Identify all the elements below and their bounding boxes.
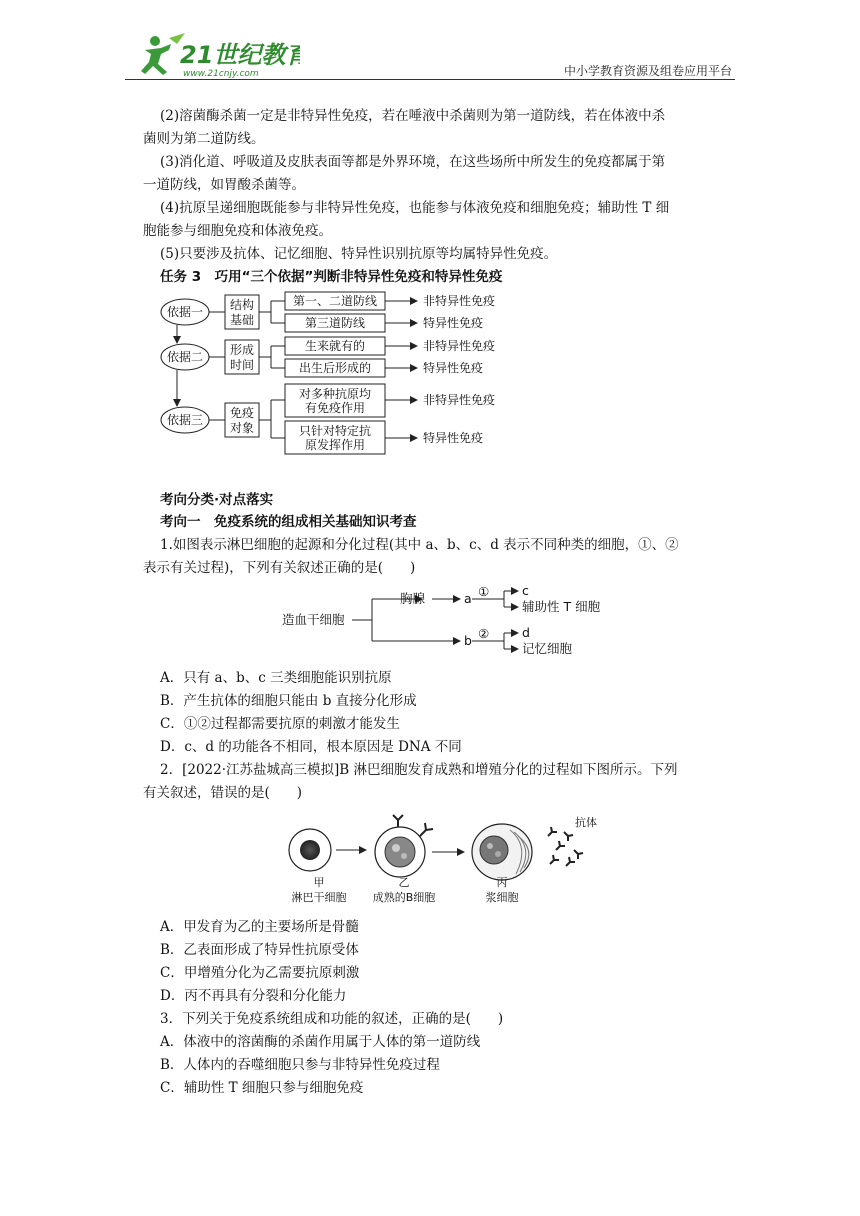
note-3-line-2: 一道防线，如胃酸杀菌等。 <box>143 177 305 193</box>
cell-a-label: a <box>464 591 472 606</box>
basis2-label: 依据二 <box>166 350 204 364</box>
note-5-line-1: (5)只要涉及抗体、记忆细胞、特异性识别抗原等均属特异性免疫。 <box>160 246 558 262</box>
result-nonspecific-3: 非特异性免疫 <box>423 393 496 407</box>
memory-cell-label: 记忆细胞 <box>522 641 573 656</box>
cell-d-label: d <box>522 625 530 640</box>
q2-option-b: B．乙表面形成了特异性抗原受体 <box>160 942 359 958</box>
source-cell-label: 造血干细胞 <box>282 612 345 627</box>
platform-name: 中小学教育资源及组卷应用平台 <box>563 64 732 78</box>
three-basis-diagram <box>155 288 515 460</box>
helper-t-label: 辅助性 T 细胞 <box>522 599 601 614</box>
c3b-l2: 原发挥作用 <box>304 438 366 452</box>
site-logo <box>125 30 300 82</box>
process-1-label: ① <box>478 584 490 599</box>
crit2-l1: 形成 <box>229 343 255 357</box>
result-specific-1: 特异性免疫 <box>423 316 484 330</box>
c3b-l1: 只针对特定抗 <box>298 424 372 438</box>
runner-icon <box>141 33 185 75</box>
q3-option-a: A．体液中的溶菌酶的杀菌作用属于人体的第一道防线 <box>160 1034 481 1050</box>
crit2-l2: 时间 <box>229 358 255 372</box>
basis3-label: 依据三 <box>166 413 204 427</box>
q2-option-c: C．甲增殖分化为乙需要抗原刺激 <box>160 965 360 981</box>
stem-cell-drawing <box>289 829 331 871</box>
q1-option-b: B．产生抗体的细胞只能由 b 直接分化形成 <box>160 693 417 709</box>
q2-option-d: D．丙不再具有分裂和分化能力 <box>160 988 347 1004</box>
c1b-label: 第三道防线 <box>304 316 366 330</box>
logo-url: www.21cnjy.com <box>183 69 259 79</box>
q2-stem-line-1: 2．[2022·江苏盐城高三模拟]B 淋巴细胞发育成熟和增殖分化的过程如下图所示。下列 <box>160 762 678 778</box>
crit3-l1: 免疫 <box>229 406 255 420</box>
antibody-icons <box>548 827 583 866</box>
b-cell-development-figure <box>280 806 610 906</box>
crit1-l1: 结构 <box>229 298 255 312</box>
q3-stem: 3．下列关于免疫系统组成和功能的叙述，正确的是( ) <box>160 1011 504 1027</box>
q1-stem-line-1: 1.如图表示淋巴细胞的起源和分化过程(其中 a、b、c、d 表示不同种类的细胞，①、② <box>160 537 679 553</box>
q1-stem-line-2: 表示有关过程)，下列有关叙述正确的是( ) <box>143 560 416 576</box>
yi-label: 乙 <box>398 876 410 889</box>
mature-b-cell-drawing <box>375 815 433 877</box>
q3-option-b: B．人体内的吞噬细胞只参与非特异性免疫过程 <box>160 1057 440 1073</box>
lymphocyte-differentiation-figure <box>280 582 620 662</box>
result-nonspecific-1: 非特异性免疫 <box>423 294 496 308</box>
bing-label: 丙 <box>496 876 508 889</box>
result-nonspecific-2: 非特异性免疫 <box>423 339 496 353</box>
c2b-label: 出生后形成的 <box>298 361 372 375</box>
section-title: 考向分类·对点落实 <box>160 492 274 508</box>
q2-option-a: A．甲发育为乙的主要场所是骨髓 <box>160 919 359 935</box>
bing-name: 浆细胞 <box>485 891 519 904</box>
c1a-label: 第一、二道防线 <box>292 294 378 308</box>
note-2-line-2: 菌则为第二道防线。 <box>143 131 265 147</box>
task3-title: 任务 3 巧用“三个依据”判断非特异性免疫和特异性免疫 <box>160 269 503 285</box>
crit1-l2: 基础 <box>229 313 255 327</box>
logo-text: 21世纪教育 <box>180 41 300 69</box>
jia-name: 淋巴干细胞 <box>291 891 347 904</box>
header-divider <box>125 79 735 80</box>
process-2-label: ② <box>478 626 490 641</box>
note-3-line-1: (3)消化道、呼吸道及皮肤表面等都是外界环境，在这些场所中所发生的免疫都属于第 <box>160 154 666 170</box>
jia-label: 甲 <box>313 876 325 889</box>
q2-stem-line-2: 有关叙述，错误的是( ) <box>143 785 303 801</box>
note-4-line-2: 胞能参与细胞免疫和体液免疫。 <box>143 223 332 239</box>
q3-option-c: C．辅助性 T 细胞只参与细胞免疫 <box>160 1080 364 1096</box>
c3a-l2: 有免疫作用 <box>304 401 366 415</box>
thymus-label: 胸腺 <box>400 591 426 606</box>
plasma-cell-drawing <box>472 824 532 880</box>
c3a-l1: 对多种抗原均 <box>298 387 372 401</box>
cell-c-label: c <box>522 583 529 598</box>
yi-name: 成熟的B细胞 <box>372 891 436 904</box>
basis1-label: 依据一 <box>166 305 204 319</box>
q1-option-c: C．①②过程都需要抗原的刺激才能发生 <box>160 716 400 732</box>
c2a-label: 生来就有的 <box>304 339 366 353</box>
direction-1-title: 考向一 免疫系统的组成相关基础知识考查 <box>160 514 417 530</box>
q1-option-a: A．只有 a、b、c 三类细胞能识别抗原 <box>160 670 392 686</box>
q1-option-d: D．c、d 的功能各不相同，根本原因是 DNA 不同 <box>160 739 462 755</box>
note-4-line-1: (4)抗原呈递细胞既能参与非特异性免疫，也能参与体液免疫和细胞免疫；辅助性 T 细 <box>160 200 670 216</box>
antibody-label: 抗体 <box>575 816 597 829</box>
note-2-line-1: (2)溶菌酶杀菌一定是非特异性免疫，若在唾液中杀菌则为第一道防线，若在体液中杀 <box>160 108 666 124</box>
cell-b-label: b <box>464 633 472 648</box>
crit3-l2: 对象 <box>229 421 255 435</box>
result-specific-3: 特异性免疫 <box>423 431 484 445</box>
result-specific-2: 特异性免疫 <box>423 361 484 375</box>
